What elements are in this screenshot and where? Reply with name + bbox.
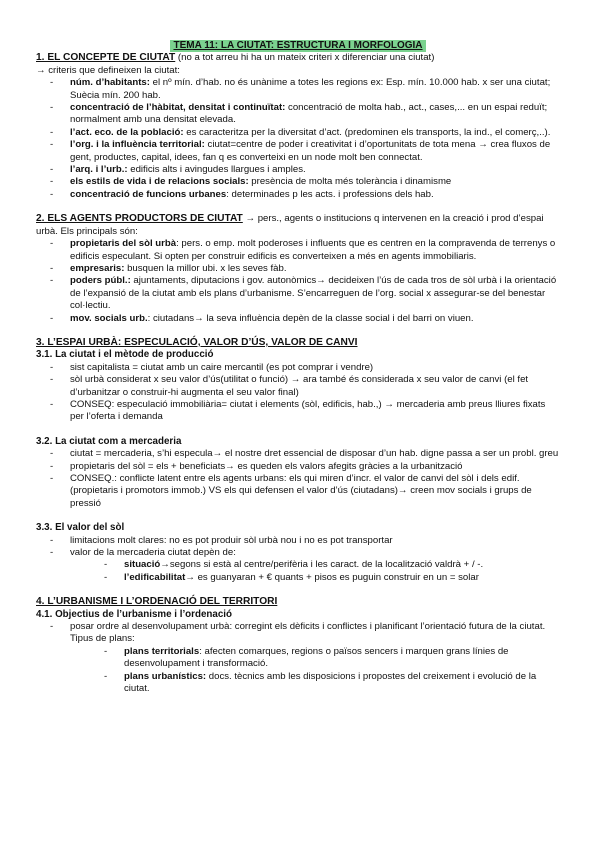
section-3-1-heading: 3.1. La ciutat i el mètode de producció <box>36 349 214 361</box>
list-item: - CONSEQ.: conflicte latent entre els agents urbans: els qui miren d’incr. el valor de canvi del sòl i dels edif. (propietaris i promotors immob.) VS els qui defensen el valor d’ús (ciutadans)→ creen mov socials i grups de pressió <box>36 473 560 510</box>
spacer <box>36 424 560 436</box>
list-item: - l’org. i la influència territorial: ciutat=centre de poder i creativitat i d’oportunitats de tota mena → crea fluxos de gent, productes, capital, idees, fan q es converteixi en un node molt ben connectat. <box>36 139 560 164</box>
section-3-heading: 3. L’ESPAI URBÀ: ESPECULACIÓ, VALOR D’ÚS, VALOR DE CANVI <box>36 336 358 348</box>
list-item: - valor de la mercaderia ciutat depèn de: <box>36 547 560 559</box>
section-1-heading: 1. EL CONCEPTE DE CIUTAT <box>36 52 176 64</box>
list-item: - concentració de funcions urbanes: determinades p les acts. i professions dels hab. <box>36 189 560 201</box>
spacer <box>36 584 560 596</box>
section-2-intro <box>36 213 560 238</box>
section-3-2-heading: 3.2. La ciutat com a mercaderia <box>36 435 182 447</box>
section-3-3-heading: 3.3. El valor del sòl <box>36 522 125 534</box>
sub-list-item: - plans territorials: afecten comarques, regions o països sencers i marquen grans línies de desenvolupament i transformació. <box>36 646 560 671</box>
list-item: - poders públ.: ajuntaments, diputacions i gov. autonòmics→ decideixen l’ús de cada tros de sòl urbà i la orientació de l’expansió de la ciutat amb els plans d’urbanisme. S’encarreguen de l’org. social x assegurar-se del benestar col·lectiu. <box>36 275 560 312</box>
list-item: - ciutat = mercaderia, s’hi especula→ el nostre dret essencial de disposar d’un hab. digne passa a ser un probl. greu <box>36 448 560 460</box>
sub-list-item: - situació→segons si està al centre/perifèria i les caract. de la localització valdrà + / -. <box>36 559 560 571</box>
section-2-intro-text: → pers., agents o institucions q intervenen en la creació i prod d’espai urbà. Els principals són: <box>36 213 544 237</box>
list-item: - propietaris del sòl = els + beneficiats→ es queden els valors afegits gràcies a la urbanització <box>36 461 560 473</box>
section-1-criteria: → criteris que defineixen la ciutat: <box>36 64 180 76</box>
section-3-1-list <box>36 362 560 424</box>
list-item: - limitacions molt clares: no es pot produir sòl urbà nou i no es pot transportar <box>36 535 560 547</box>
section-4-1-heading: 4.1. Objectius de l’urbanisme i l’ordenació <box>36 608 232 620</box>
list-item: - empresaris: busquen la millor ubi. x les seves fàb. <box>36 263 560 275</box>
list-item: - l’act. eco. de la població: es caracteritza per la diversitat d’act. (predominen els transports, la ind., el comerç,..). <box>36 127 560 139</box>
list-item: - sist capitalista = ciutat amb un caire mercantil (es pot comprar i vendre) <box>36 362 560 374</box>
list-item: - propietaris del sòl urbà: pers. o emp. molt poderoses i influents que es centren en la compravenda de terrenys o edificis especulant. Si opten per construir edificis es converteixen a més en agents immobiliaris. <box>36 238 560 263</box>
section-1-list <box>36 77 560 201</box>
section-4-1-list <box>36 621 560 646</box>
section-3-2-list <box>36 448 560 510</box>
spacer <box>36 201 560 213</box>
sub-list-item: - plans urbanístics: docs. tècnics amb les disposicions i propostes del creixement i evolució de la ciutat. <box>36 671 560 696</box>
spacer <box>36 510 560 522</box>
list-item: - núm. d’habitants: el nº mín. d’hab. no és unànime a totes les regions ex: Esp. mín. 10.000 hab. x ser una ciutat; Suècia mín. 200 hab. <box>36 77 560 102</box>
list-item: - mov. socials urb.: ciutadans→ la seva influència depèn de la classe social i del barri on viuen. <box>36 313 560 325</box>
section-4-heading: 4. L’URBANISME I L’ORDENACIÓ DEL TERRITORI <box>36 596 278 608</box>
list-item: - concentració de l’hàbitat, densitat i continuïtat: concentració de molta hab., act., cases,... en un espai reduït; normalment amb una densitat elevada. <box>36 102 560 127</box>
list-item: - posar ordre al desenvolupament urbà: corregint els dèficits i conflictes i planificant l’orientació futura de la ciutat. Tipus de plans: <box>36 621 560 646</box>
section-3-3-list <box>36 535 560 560</box>
sub-list-item: - l’edificabilitat→ es guanyaran + € quants + pisos es puguin construir en un = solar <box>36 572 560 584</box>
title-wrap <box>36 40 560 52</box>
section-1-intro-text: (no a tot arreu hi ha un mateix criteri x diferenciar una ciutat) <box>175 52 435 64</box>
section-1-intro <box>36 52 560 64</box>
section-2-heading: 2. ELS AGENTS PRODUCTORS DE CIUTAT <box>36 213 243 225</box>
page-title: TEMA 11: LA CIUTAT: ESTRUCTURA I MORFOLOGIA <box>170 40 425 52</box>
spacer <box>36 325 560 337</box>
list-item: - l’arq. i l’urb.: edificis alts i avingudes llargues i amples. <box>36 164 560 176</box>
list-item: - CONSEQ: especulació immobiliària= ciutat i elements (sòl, edificis, hab.,) → mercaderia amb preus lliures fixats per l’oferta i demanda <box>36 399 560 424</box>
section-4-1-sublist <box>36 646 560 696</box>
section-3-3-sublist <box>36 559 560 584</box>
section-2-list <box>36 238 560 325</box>
list-item: - els estils de vida i de relacions socials: presència de molta més tolerància i dinamisme <box>36 176 560 188</box>
list-item: - sòl urbà considerat x seu valor d’ús(utilitat o funció) → ara també és considerada x seu valor de canvi (el fet d’urbanitzar o construir-hi augmenta el seu valor final) <box>36 374 560 399</box>
